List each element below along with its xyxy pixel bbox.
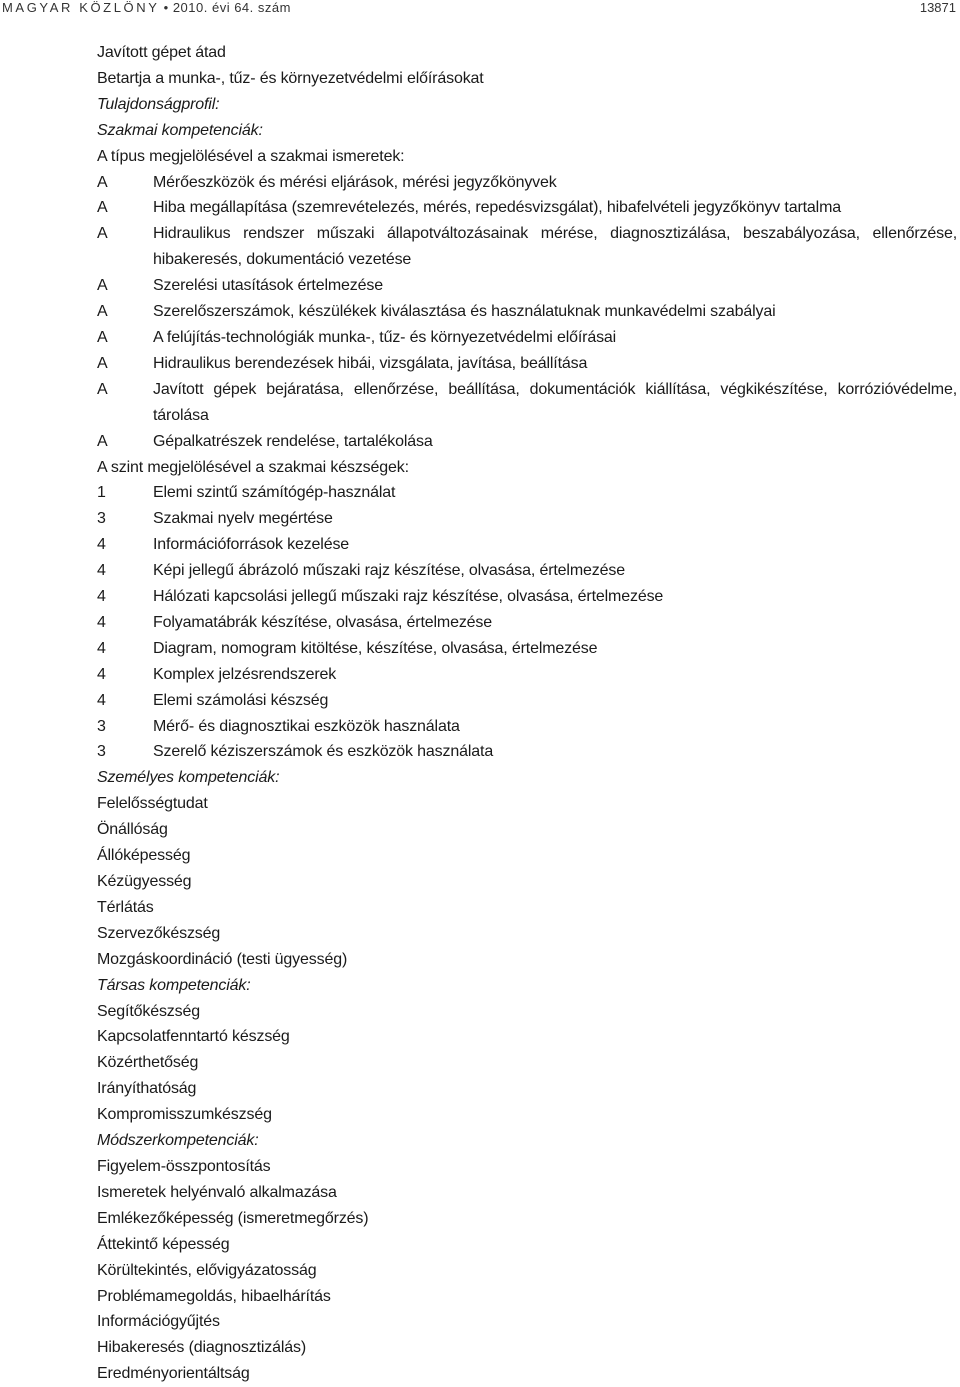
journal-title: MAGYAR KÖZLÖNY xyxy=(2,0,160,15)
list-item xyxy=(97,351,957,377)
text-line: Figyelem-összpontosítás xyxy=(97,1157,271,1175)
list-item-text: Hidraulikus berendezések hibái, vizsgálata, javítása, beállítása xyxy=(153,354,588,372)
text-line: Irányíthatóság xyxy=(97,1080,197,1098)
list-item xyxy=(97,558,957,584)
section-heading: Személyes kompetenciák: xyxy=(97,769,280,787)
section-heading: Módszerkompetenciák: xyxy=(97,1132,259,1150)
text-line: Problémamegoldás, hibaelhárítás xyxy=(97,1287,331,1305)
list-item-level: 3 xyxy=(97,743,106,761)
text-line: Betartja a munka-, tűz- és környezetvédelmi előírásokat xyxy=(97,69,484,87)
text-line: Áttekintő képesség xyxy=(97,1235,230,1253)
issue-label: 2010. évi 64. szám xyxy=(172,0,291,15)
list-item xyxy=(97,170,957,196)
list-item xyxy=(97,739,957,765)
section-heading: Társas kompetenciák: xyxy=(97,976,251,994)
list-item-text: Elemi számolási készség xyxy=(153,691,329,709)
list-item-level: 4 xyxy=(97,536,106,554)
list-item xyxy=(97,377,957,429)
text-line: Közérthetőség xyxy=(97,1054,199,1072)
list-item-text: Elemi szintű számítógép-használat xyxy=(153,484,396,502)
list-item-text: Folyamatábrák készítése, olvasása, értelmezése xyxy=(153,613,493,631)
list-item-level: A xyxy=(97,432,108,450)
list-item xyxy=(97,714,957,740)
list-item-text: Javított gépek bejáratása, ellenőrzése, beállítása, dokumentációk kiállítása, végkikészítése, korrózióvédelme, tárolása xyxy=(153,380,957,424)
page-number: 13871 xyxy=(919,0,956,15)
list-item-level: 4 xyxy=(97,665,106,683)
header-bullet: • xyxy=(163,0,169,15)
list-item xyxy=(97,532,957,558)
document-body xyxy=(97,40,957,1387)
list-item xyxy=(97,584,957,610)
list-item xyxy=(97,610,957,636)
list-item-text: Mérőeszközök és mérési eljárások, mérési jegyzőkönyvek xyxy=(153,173,557,191)
list-item-text: A felújítás-technológiák munka-, tűz- és környezetvédelmi előírásai xyxy=(153,328,617,346)
list-item-text: Információforrások kezelése xyxy=(153,536,350,554)
text-line: Térlátás xyxy=(97,898,154,916)
list-item-level: 4 xyxy=(97,691,106,709)
text-line: Információgyűjtés xyxy=(97,1313,220,1331)
text-line: A típus megjelölésével a szakmai ismeretek: xyxy=(97,147,405,165)
text-line: Kézügyesség xyxy=(97,873,192,890)
list-item-text: Hálózati kapcsolási jellegű műszaki rajz készítése, olvasása, értelmezése xyxy=(153,588,664,606)
list-item-text: Képi jellegű ábrázoló műszaki rajz készítése, olvasása, értelmezése xyxy=(153,562,625,580)
list-item xyxy=(97,636,957,662)
text-line: Szervezőkészség xyxy=(97,924,221,942)
list-item-level: 3 xyxy=(97,717,106,735)
list-item-level: A xyxy=(97,173,108,191)
list-item-text: Szerelési utasítások értelmezése xyxy=(153,277,383,295)
list-item-level: A xyxy=(97,199,108,217)
list-item-text: Szerelőszerszámok, készülékek kiválasztása és használatuknak munkavédelmi szabályai xyxy=(153,303,776,321)
list-item-level: A xyxy=(97,303,108,321)
text-line: Javított gépet átad xyxy=(97,44,226,61)
list-item xyxy=(97,506,957,532)
list-item-level: A xyxy=(97,380,108,398)
section-heading: Szakmai kompetenciák: xyxy=(97,121,263,139)
text-line: Önállóság xyxy=(97,821,168,839)
list-item xyxy=(97,273,957,299)
text-line: Emlékezőképesség (ismeretmegőrzés) xyxy=(97,1209,369,1227)
list-item-level: A xyxy=(97,225,108,243)
text-line: Ismeretek helyénvaló alkalmazása xyxy=(97,1183,337,1201)
list-item-text: Gépalkatrészek rendelése, tartalékolása xyxy=(153,432,433,450)
list-item xyxy=(97,221,957,273)
list-item-level: 4 xyxy=(97,639,106,657)
list-item-level: A xyxy=(97,328,108,346)
text-line: Eredményorientáltság xyxy=(97,1365,250,1383)
text-line: Kompromisszumkészség xyxy=(97,1106,272,1124)
page-header xyxy=(0,0,960,16)
list-item-text: Hidraulikus rendszer műszaki állapotváltozásainak mérése, diagnosztizálása, beszabályozása, ellenőrzése, hibakeresés, dokumentáció vezetése xyxy=(153,225,957,269)
text-line: Kapcsolatfenntartó készség xyxy=(97,1028,290,1046)
text-line: Állóképesség xyxy=(97,847,191,865)
list-item-text: Komplex jelzésrendszerek xyxy=(153,665,337,683)
text-line: Felelősségtudat xyxy=(97,795,208,813)
section-heading: Tulajdonságprofil: xyxy=(97,95,220,113)
list-item-level: 4 xyxy=(97,588,106,606)
list-item-text: Mérő- és diagnosztikai eszközök használata xyxy=(153,717,460,735)
list-item-text: Szerelő kéziszerszámok és eszközök használata xyxy=(153,743,494,761)
text-line: Körültekintés, elővigyázatosság xyxy=(97,1261,317,1279)
list-item-level: 1 xyxy=(97,484,106,502)
text-line: Hibakeresés (diagnosztizálás) xyxy=(97,1339,307,1357)
list-item xyxy=(97,325,957,351)
text-line: Mozgáskoordináció (testi ügyesség) xyxy=(97,950,348,968)
list-item-level: 4 xyxy=(97,613,106,631)
list-item xyxy=(97,688,957,714)
list-item-level: A xyxy=(97,277,108,295)
list-item xyxy=(97,299,957,325)
list-item-level: A xyxy=(97,354,108,372)
list-item-level: 4 xyxy=(97,562,106,580)
header-left xyxy=(2,0,291,16)
list-item-text: Diagram, nomogram kitöltése, készítése, olvasása, értelmezése xyxy=(153,639,598,657)
list-item-text: Szakmai nyelv megértése xyxy=(153,510,333,528)
text-line: Segítőkészség xyxy=(97,1002,201,1020)
list-item-text: Hiba megállapítása (szemrevételezés, mérés, repedésvizsgálat), hibafelvételi jegyzőkönyv tartalma xyxy=(153,199,841,217)
list-item xyxy=(97,662,957,688)
list-item xyxy=(97,195,957,221)
text-line: A szint megjelölésével a szakmai készségek: xyxy=(97,458,409,476)
list-item xyxy=(97,480,957,506)
list-item-level: 3 xyxy=(97,510,106,528)
list-item xyxy=(97,429,957,455)
